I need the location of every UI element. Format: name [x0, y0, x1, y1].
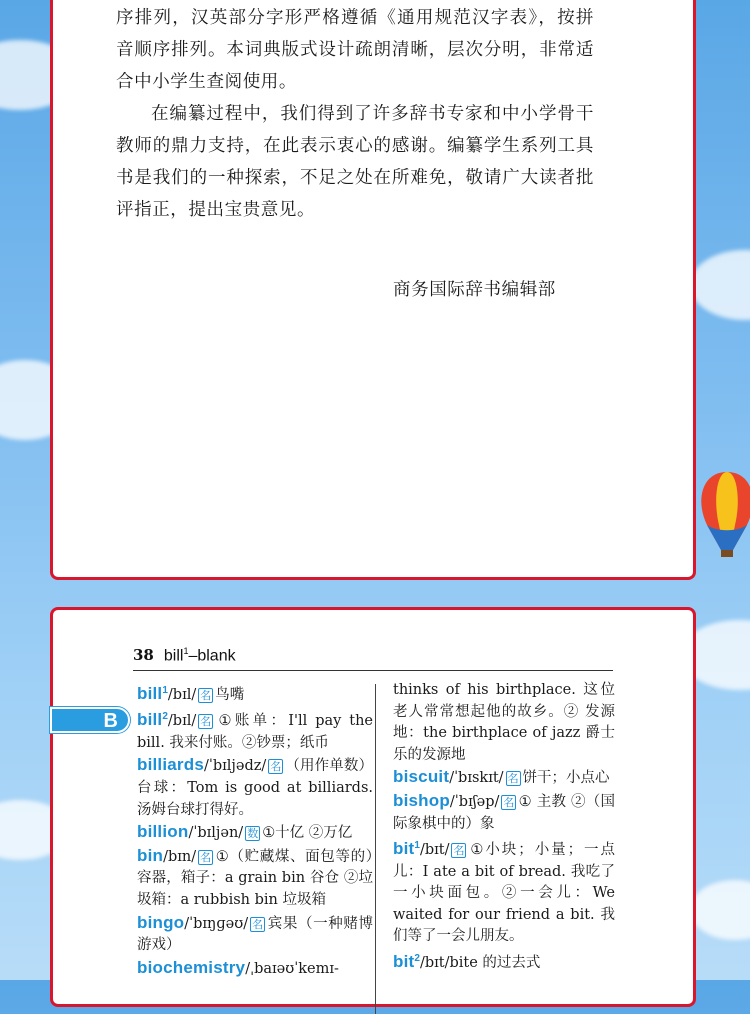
hot-air-balloon-icon: [697, 470, 750, 558]
preface-paragraph: 序排列，汉英部分字形严格遵循《通用规范汉字表》，按拼音顺序排列。本词典版式设计疏朗清晰，层次分明，非常适合中小学生查阅使用。: [116, 8, 594, 92]
part-of-speech-badge: 名: [200, 688, 212, 702]
headword: bill: [137, 683, 163, 703]
headword: bin: [137, 845, 164, 865]
part-of-speech-badge: 名: [453, 843, 465, 857]
page-number: 38: [133, 646, 154, 665]
part-of-speech-badge: 数: [247, 827, 259, 841]
headword: bishop: [393, 790, 450, 810]
dictionary-entry: [137, 754, 373, 821]
dictionary-entry: [393, 790, 615, 835]
dictionary-entry: [137, 680, 373, 706]
range-end: –blank: [188, 647, 236, 665]
pronunciation: /bɪt/: [419, 841, 450, 858]
definition: ① 主教 ②（国际象棋中的）象: [393, 793, 615, 832]
part-of-speech-badge: 名: [200, 715, 212, 729]
pronunciation: /bɪl/: [167, 713, 197, 730]
pronunciation: /bɪt/: [419, 954, 450, 971]
part-of-speech-badge: 名: [503, 795, 515, 809]
pronunciation: /ˈbɪljədz/: [204, 758, 267, 775]
right-column: [393, 680, 615, 974]
dictionary-entry: [137, 821, 373, 845]
preface-paragraph: 在编纂过程中，我们得到了许多辞书专家和中小学骨干教师的鼎力支持，在此表示衷心的感谢。编纂学生系列工具书是我们的一种探索，不足之处在所难免，敬请广大读者批评指正，提出宝贵意见。: [116, 104, 594, 220]
part-of-speech-badge: 名: [507, 772, 519, 786]
dictionary-entry: [393, 766, 615, 790]
homograph-number: 2: [414, 952, 420, 964]
preface-text: [116, 2, 594, 226]
headword: billion: [137, 822, 189, 842]
pronunciation: /bɪl/: [167, 686, 197, 703]
headword: bit: [393, 838, 415, 858]
pronunciation: /bɪn/: [163, 848, 197, 865]
headword: biscuit: [393, 767, 450, 787]
dictionary-entry: [393, 835, 615, 948]
column-divider: [375, 684, 376, 1014]
definition: 宾果（一种赌博游戏）: [137, 915, 373, 954]
definition: thinks of his birthplace. 这位老人常常想起他的故乡。② 发源地：the birthplace of jazz 爵士乐的发源地: [393, 682, 615, 763]
dictionary-page: [50, 607, 696, 1007]
cloud: [690, 880, 750, 940]
range-start: bill: [163, 647, 184, 665]
dictionary-entry: [137, 912, 373, 957]
dictionary-entry: [393, 680, 615, 766]
definition: ①十亿 ②万亿: [262, 825, 353, 842]
pronunciation: /ˈbɪʃəp/: [449, 793, 500, 810]
range-start-sup: 1: [183, 646, 189, 656]
headword: bingo: [137, 912, 185, 932]
left-column: [137, 680, 373, 980]
dictionary-entry: [137, 957, 373, 981]
headword: bit: [393, 951, 415, 971]
preface-page: [50, 0, 696, 580]
section-tab-b[interactable]: B: [50, 707, 130, 733]
part-of-speech-badge: 名: [270, 760, 282, 774]
preface-signature: 商务国际辞书编辑部: [393, 280, 556, 300]
homograph-number: 2: [162, 711, 168, 723]
definition: 鸟嘴: [215, 686, 245, 703]
definition: bite 的过去式: [449, 954, 541, 971]
definition: ①小块；小量；一点儿：I ate a bit of bread. 我吃了一小块面包。②一会儿：We waited for our friend a bit. 我们等了一会儿朋友。: [393, 841, 615, 945]
homograph-number: 1: [162, 685, 168, 696]
definition: ①（贮藏煤、面包等的）容器，箱子：a grain bin 谷仓 ②垃圾箱：a rubbish bin 垃圾箱: [137, 848, 373, 908]
part-of-speech-badge: 名: [252, 917, 264, 931]
dictionary-entry: [137, 845, 373, 912]
headword: biochemistry: [137, 957, 246, 977]
pronunciation: /ˈbɪŋɡəʊ/: [184, 915, 249, 932]
pronunciation: /ˈbɪskɪt/: [449, 770, 504, 787]
definition: 饼干；小点心: [522, 770, 610, 787]
dictionary-entry: [137, 706, 373, 754]
running-head: [133, 646, 613, 671]
headword: billiards: [137, 755, 204, 775]
headword: bill: [137, 710, 163, 730]
homograph-number: 1: [414, 840, 420, 852]
definition: ①账单：I'll pay the bill. 我来付账。②钞票；纸币: [137, 713, 373, 751]
cloud: [690, 250, 750, 320]
part-of-speech-badge: 名: [200, 850, 212, 864]
definition: （用作单数）台球：Tom is good at billiards. 汤姆台球打得好。: [137, 758, 373, 818]
pronunciation: /ˈbɪljən/: [188, 825, 244, 842]
pronunciation: /ˌbaɪəʊˈkemɪ-: [245, 960, 339, 977]
dictionary-entry: [393, 948, 615, 974]
